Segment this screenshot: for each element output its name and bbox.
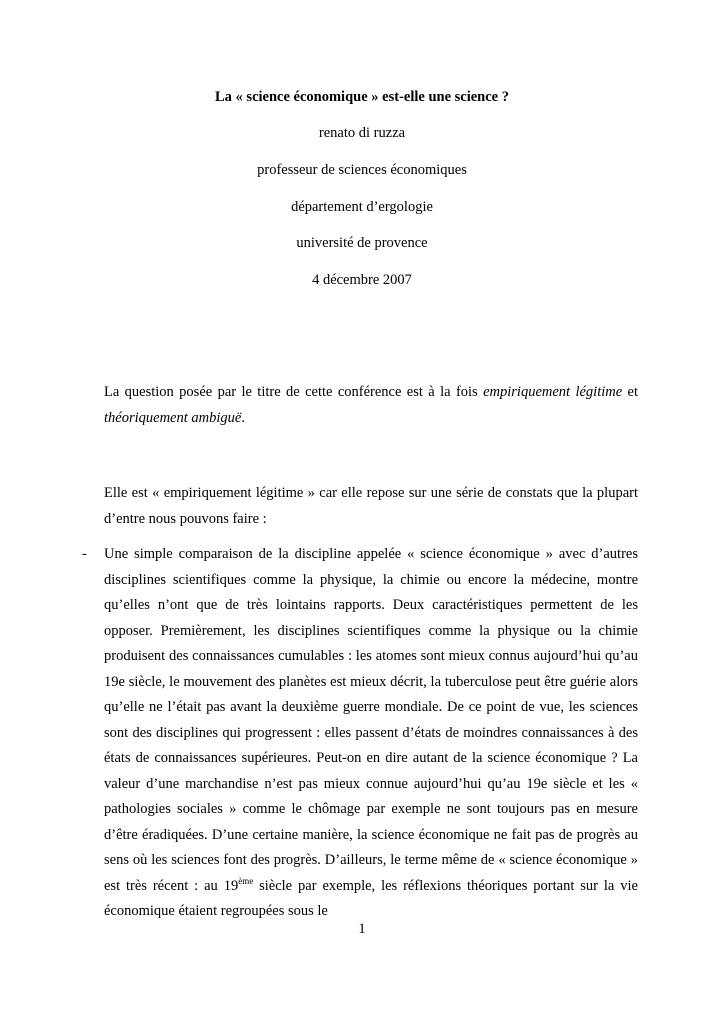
paragraph-empirical: Elle est « empiriquement légitime » car elle repose sur une série de constats que la plupart d’entre nous pouvons faire : [104, 485, 638, 527]
page-number: 1 [358, 921, 366, 937]
document-date: 4 décembre 2007 [312, 272, 412, 288]
bullet-text-after: siècle par exemple, les réflexions théoriques portant sur la vie économique étaient regroupées sous le [104, 877, 638, 919]
bullet-text-before: Une simple comparaison de la discipline appelée « science économique » avec d’autres disciplines scientifiques comme la physique, la chimie ou encore la médecine, montre qu’elles n’ont que de très lointains rapports. Deux caractéristiques permettent de les opposer. Premièrement, les disciplines scientifiques comme la physique ou la chimie produisent des connaissances cumulables : les atomes sont mieux connus aujourd’hui qu’au 19e siècle, le mouvement des planètes est mieux décrit, la tuberculose peut être guérie alors qu’elle ne l’était pas avant la deuxième guerre mondiale. De ce point de vue, les sciences sont des disciplines qui progressent : elles passent d’états de moindres connaissances à des états de connaissances supérieures. Peut-on en dire autant de la science économique ? La valeur d’une marchandise n’est pas mieux connue aujourd’hui qu’au 19e siècle et les « pathologies sociales » comme le chômage par exemple ne sont toujours pas en mesure d’être éradiquées. D’une certaine manière, la science économique ne fait pas de progrès au sens où les sciences font des progrès. D’ailleurs, le terme même de « science économique » est très récent : au 19 [104, 546, 638, 894]
bullet-marker: - [82, 546, 87, 562]
document-title: La « science économique » est-elle une science ? [215, 89, 509, 105]
paragraph-intro-text-after: . [241, 409, 245, 426]
author-department: département d’ergologie [291, 199, 433, 215]
paragraph-intro-italic-1: empiriquement légitime [483, 384, 623, 400]
author-university: université de provence [296, 235, 428, 251]
bullet-superscript: ème [238, 875, 254, 886]
author-position: professeur de sciences économiques [257, 162, 467, 178]
paragraph-intro-text-middle: et [622, 384, 639, 400]
paragraph-intro-italic-2: théoriquement ambiguë [104, 409, 242, 426]
paragraph-intro-text-before: La question posée par le titre de cette conférence est à la fois [104, 384, 484, 400]
bullet-paragraph [104, 542, 638, 925]
paragraph-intro [104, 380, 638, 431]
author-name: renato di ruzza [318, 125, 406, 141]
